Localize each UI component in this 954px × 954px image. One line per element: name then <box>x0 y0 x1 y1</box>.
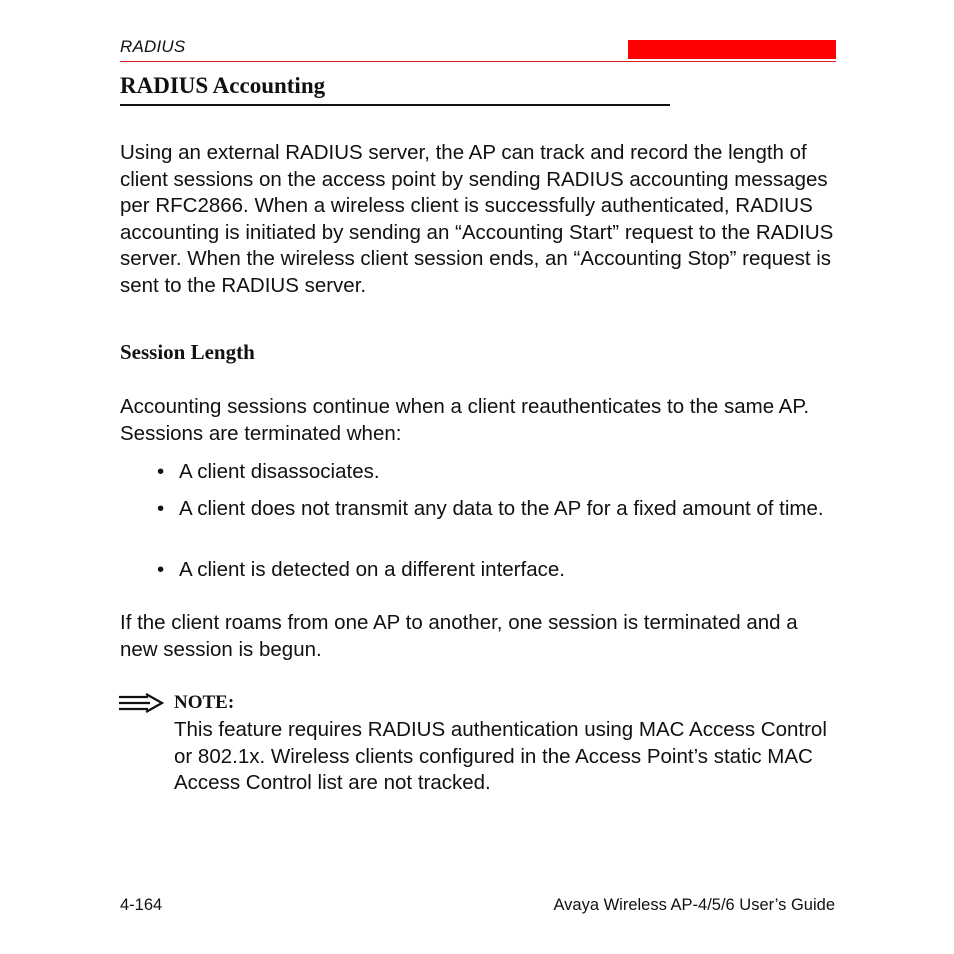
intro-paragraph: Using an external RADIUS server, the AP can track and record the length of client sessions on the access point by sending RADIUS accounting messages per RFC2866. When a wireless client is successfully authenticated, RADIUS accounting is initiated by sending an “Accounting Start” request to the RADIUS server. When the wireless client session ends, an “Accounting Stop” request is sent to the RADIUS server. <box>120 141 834 297</box>
header-rule <box>120 61 836 62</box>
header-accent-bar <box>628 40 836 59</box>
list-item <box>157 459 837 485</box>
footer-book-title: Avaya Wireless AP-4/5/6 User’s Guide <box>553 896 835 914</box>
section-title-rule <box>120 104 670 106</box>
session-paragraph: Accounting sessions continue when a client reauthenticates to the same AP. Sessions are terminated when: <box>120 395 810 445</box>
roaming-paragraph: If the client roams from one AP to another, one session is terminated and a new session is begun. <box>120 611 798 661</box>
list-item-text: A client disassociates. <box>179 460 380 483</box>
list-item-text: A client does not transmit any data to the AP for a fixed amount of time. <box>179 497 824 520</box>
list-item <box>157 496 837 522</box>
note-body: This feature requires RADIUS authentication using MAC Access Control or 802.1x. Wireless clients configured in the Access Point’s static MAC Access Control list are not tracked. <box>174 718 827 794</box>
list-item-text: A client is detected on a different interface. <box>179 558 565 581</box>
section-title: RADIUS Accounting <box>120 73 326 98</box>
running-header-label: RADIUS <box>120 37 186 56</box>
note-arrow-icon <box>118 692 166 714</box>
footer-page-number: 4-164 <box>120 896 163 914</box>
subsection-heading: Session Length <box>120 340 255 364</box>
bullet-glyph: • <box>157 558 165 581</box>
bullet-glyph: • <box>157 497 165 520</box>
bullet-glyph: • <box>157 460 165 483</box>
note-label: NOTE: <box>174 692 235 713</box>
list-item <box>157 557 837 583</box>
